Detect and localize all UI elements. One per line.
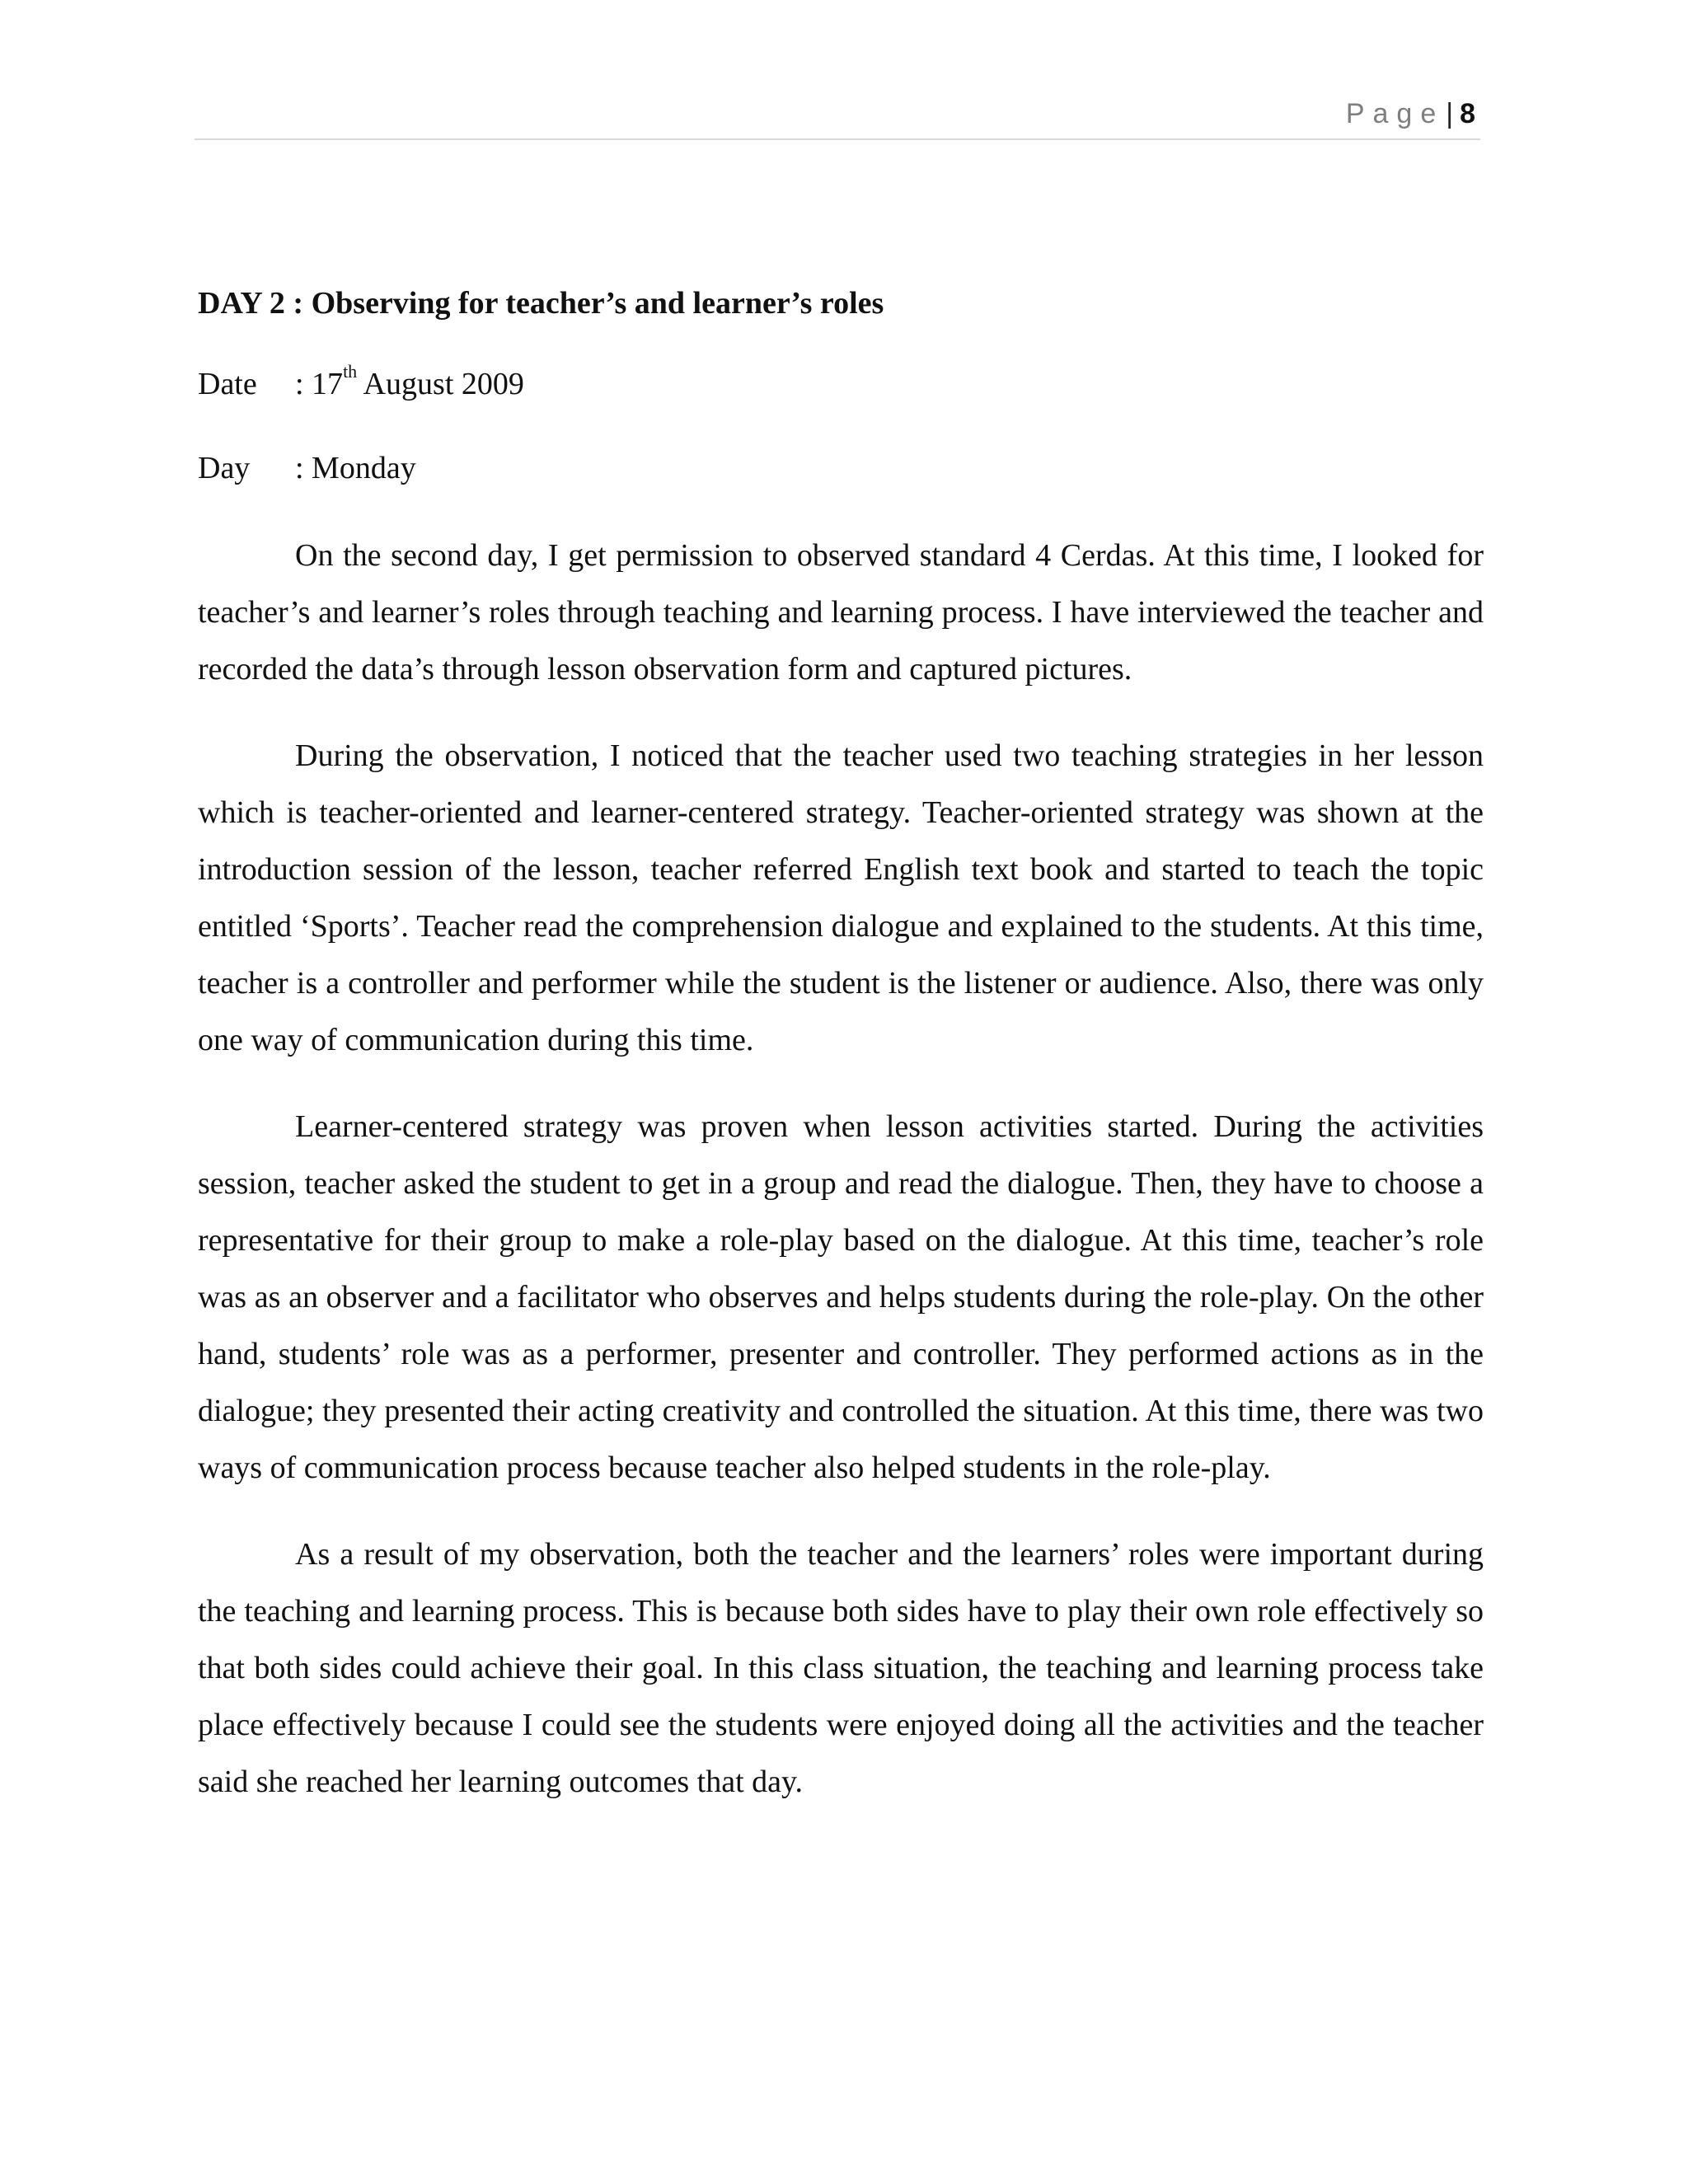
date-value [295,359,524,409]
page-header [195,97,1480,140]
page-separator: | [1446,98,1454,129]
page-word: Page [1345,98,1445,129]
date-label: Date [198,367,257,401]
date-row [198,359,1484,409]
date-ordinal-suffix: th [343,361,358,382]
document-body [198,279,1484,1840]
page-number-label [1346,97,1475,130]
section-heading: DAY 2 : Observing for teacher’s and learner’s roles [198,286,884,321]
date-value-prefix: : 17 [295,367,344,401]
date-value-suffix: August 2009 [357,367,524,401]
page-number: 8 [1460,98,1475,129]
paragraph: Learner-centered strategy was proven when lesson activities started. During the activities session, teacher asked the student to get in a group and read the dialogue. Then, they have to choose a representative for their group to make a role-play based on the dialogue. At this time, teacher’s role was as an observer and a facilitator who observes and helps students during the role-play. On the other hand, students’ role was as a performer, presenter and controller. They performed actions as in the dialogue; they presented their acting creativity and controlled the situation. At this time, there was two ways of communication process because teacher also helped students in the role-play. [198,1109,1484,1485]
day-row [198,443,1484,493]
paragraph: On the second day, I get permission to observed standard 4 Cerdas. At this time, I looked for teacher’s and learner’s roles through teaching and learning process. I have interviewed the teacher and recorded the data’s through lesson observation form and captured pictures. [198,538,1484,687]
day-label: Day [198,451,251,485]
paragraph: During the observation, I noticed that the teacher used two teaching strategies in her lesson which is teacher-oriented and learner-centered strategy. Teacher-oriented strategy was shown at the introduction session of the lesson, teacher referred English text book and started to teach the topic entitled ‘Sports’. Teacher read the comprehension dialogue and explained to the students. At this time, teacher is a controller and performer while the student is the listener or audience. Also, there was only one way of communication during this time. [198,738,1484,1057]
paragraph: As a result of my observation, both the teacher and the learners’ roles were important during the teaching and learning process. This is because both sides have to play their own role effectively so that both sides could achieve their goal. In this class situation, the teaching and learning process take place effectively because I could see the students were enjoyed doing all the activities and the teacher said she reached her learning outcomes that day. [198,1537,1484,1799]
day-value: : Monday [295,451,416,485]
